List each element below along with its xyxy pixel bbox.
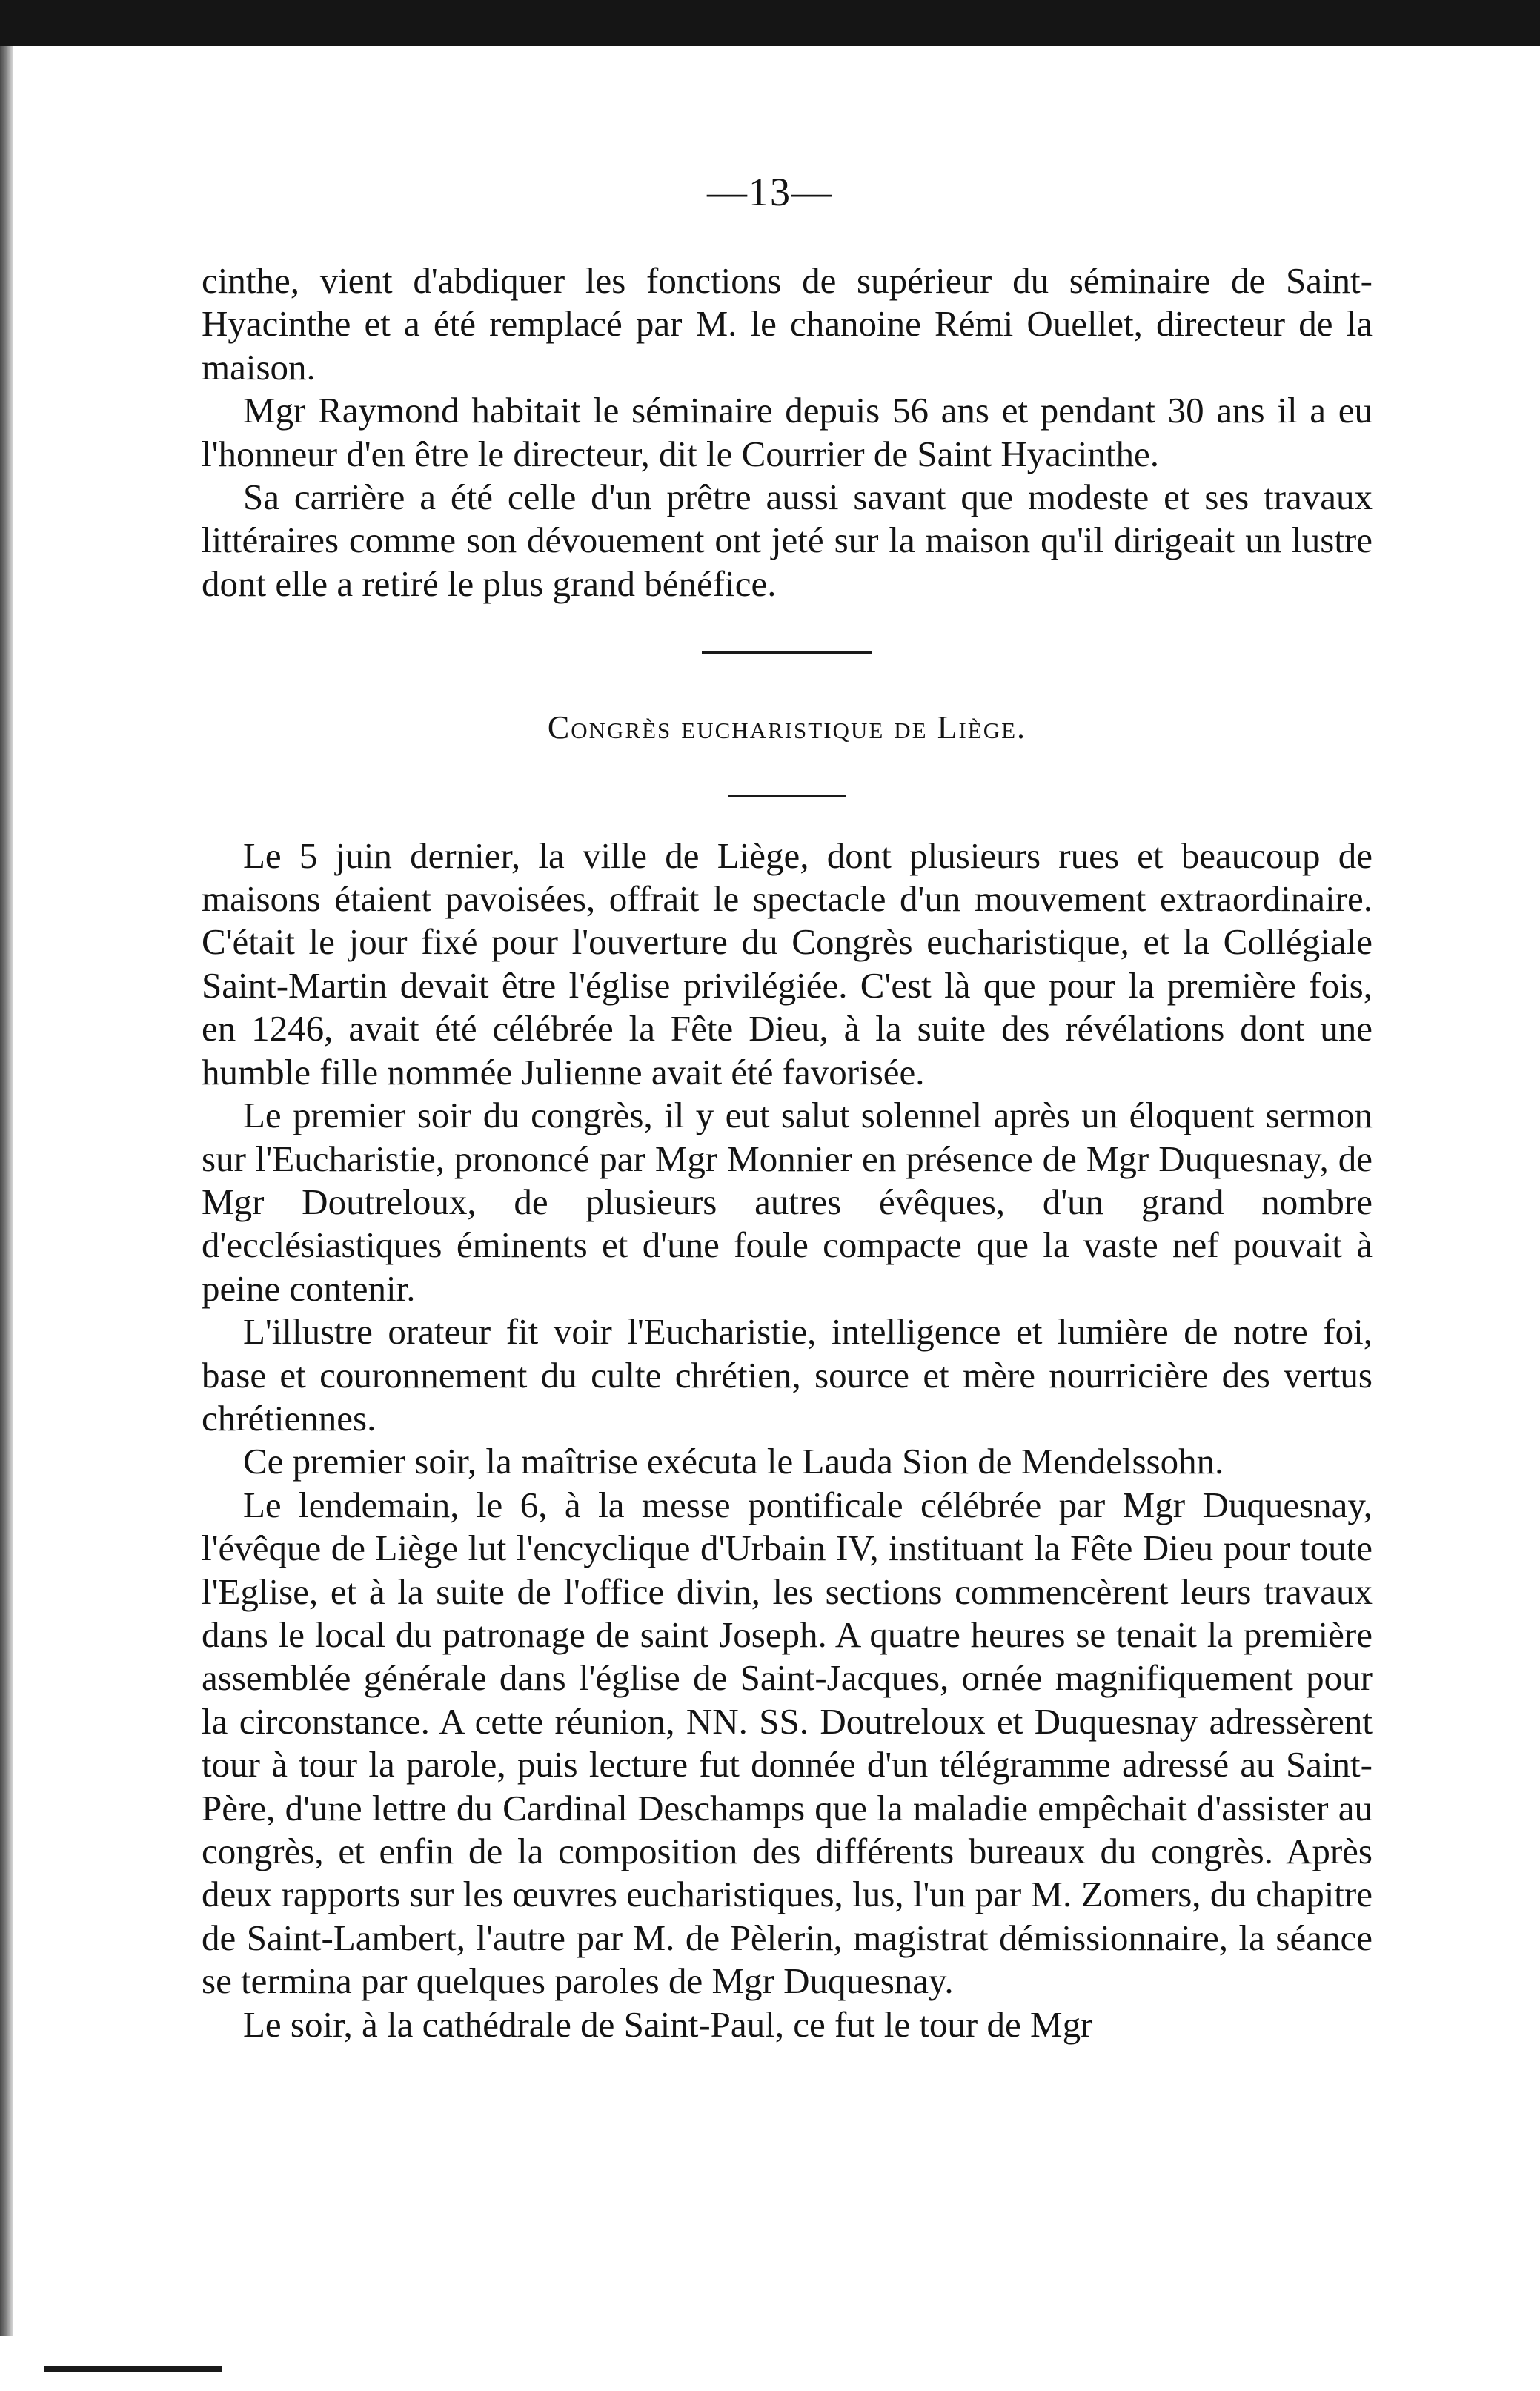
paragraph: Le 5 juin dernier, la ville de Liège, dont plusieurs rues et beaucoup de maisons étaient pavoisées, offrait le spectacle d'un mouvement extraordinaire. C'était le jour fixé pour l'ouverture du Congrès eucharistique, et la Collégiale Saint-Martin devait être l'église privilégiée. C'est là que pour la première fois, en 1246, avait été célébrée la Fête Dieu, à la suite des révélations dont une humble fille nommée Julienne avait été favorisée. (202, 835, 1373, 1092)
body-text (202, 259, 1373, 2046)
heading-underline-rule (728, 795, 846, 797)
paragraph: Le premier soir du congrès, il y eut salut solennel après un éloquent sermon sur l'Eucharistie, prononcé par Mgr Monnier en présence de Mgr Duquesnay, de Mgr Doutreloux, de plusieurs autres évêques, d'un grand nombre d'ecclésiastiques éminents et d'une foule compacte que la vaste nef pouvait à peine contenir. (202, 1095, 1373, 1309)
paragraph: L'illustre orateur fit voir l'Eucharistie, intelligence et lumière de notre foi, base et couronnement du culte chrétien, source et mère nourricière des vertus chrétiennes. (202, 1311, 1373, 1439)
scan-bottom-mark (44, 2366, 222, 2372)
scan-top-border (0, 0, 1540, 46)
section-separator-rule (702, 651, 872, 654)
paragraph: Le soir, à la cathédrale de Saint-Paul, ce fut le tour de Mgr (243, 2003, 1093, 2045)
paragraph: cinthe, vient d'abdiquer les fonctions de supérieur du séminaire de Saint-Hyacinthe et a été remplacé par M. le chanoine Rémi Ouellet, directeur de la maison. (202, 260, 1373, 388)
scan-binding-edge (0, 46, 13, 2336)
page-number: —13— (707, 170, 833, 214)
paragraph: Mgr Raymond habitait le séminaire depuis 56 ans et pendant 30 ans il a eu l'honneur d'en être le directeur, dit le Courrier de Saint Hyacinthe. (202, 390, 1373, 474)
paragraph: Le lendemain, le 6, à la messe pontificale célébrée par Mgr Duquesnay, l'évêque de Liège lut l'encyclique d'Urbain IV, instituant la Fête Dieu pour toute l'Eglise, et à la suite de l'office divin, les sections commencèrent leurs travaux dans le local du patronage de saint Joseph. A quatre heures se tenait la première assemblée générale dans l'église de Saint-Jacques, ornée magnifiquement pour la circonstance. A cette réunion, NN. SS. Doutreloux et Duquesnay adressèrent tour à tour la parole, puis lecture fut donnée d'un télégramme adressé au Saint-Père, d'une lettre du Cardinal Deschamps que la maladie empêchait d'assister au congrès, et enfin de la composition des différents bureaux du congrès. Après deux rapports sur les œuvres eucharistiques, lus, l'un par M. Zomers, du chapitre de Saint-Lambert, l'autre par M. de Pèlerin, magistrat démissionnaire, la séance se termina par quelques paroles de Mgr Duquesnay. (202, 1484, 1373, 2002)
paragraph: Ce premier soir, la maîtrise exécuta le Lauda Sion de Mendelssohn. (243, 1441, 1224, 1482)
paragraph: Sa carrière a été celle d'un prêtre aussi savant que modeste et ses travaux littéraires comme son dévouement ont jeté sur la maison qu'il dirigeait un lustre dont elle a retiré le plus grand bénéfice. (202, 477, 1373, 604)
section-heading: Congrès eucharistique de Liège. (547, 709, 1027, 746)
